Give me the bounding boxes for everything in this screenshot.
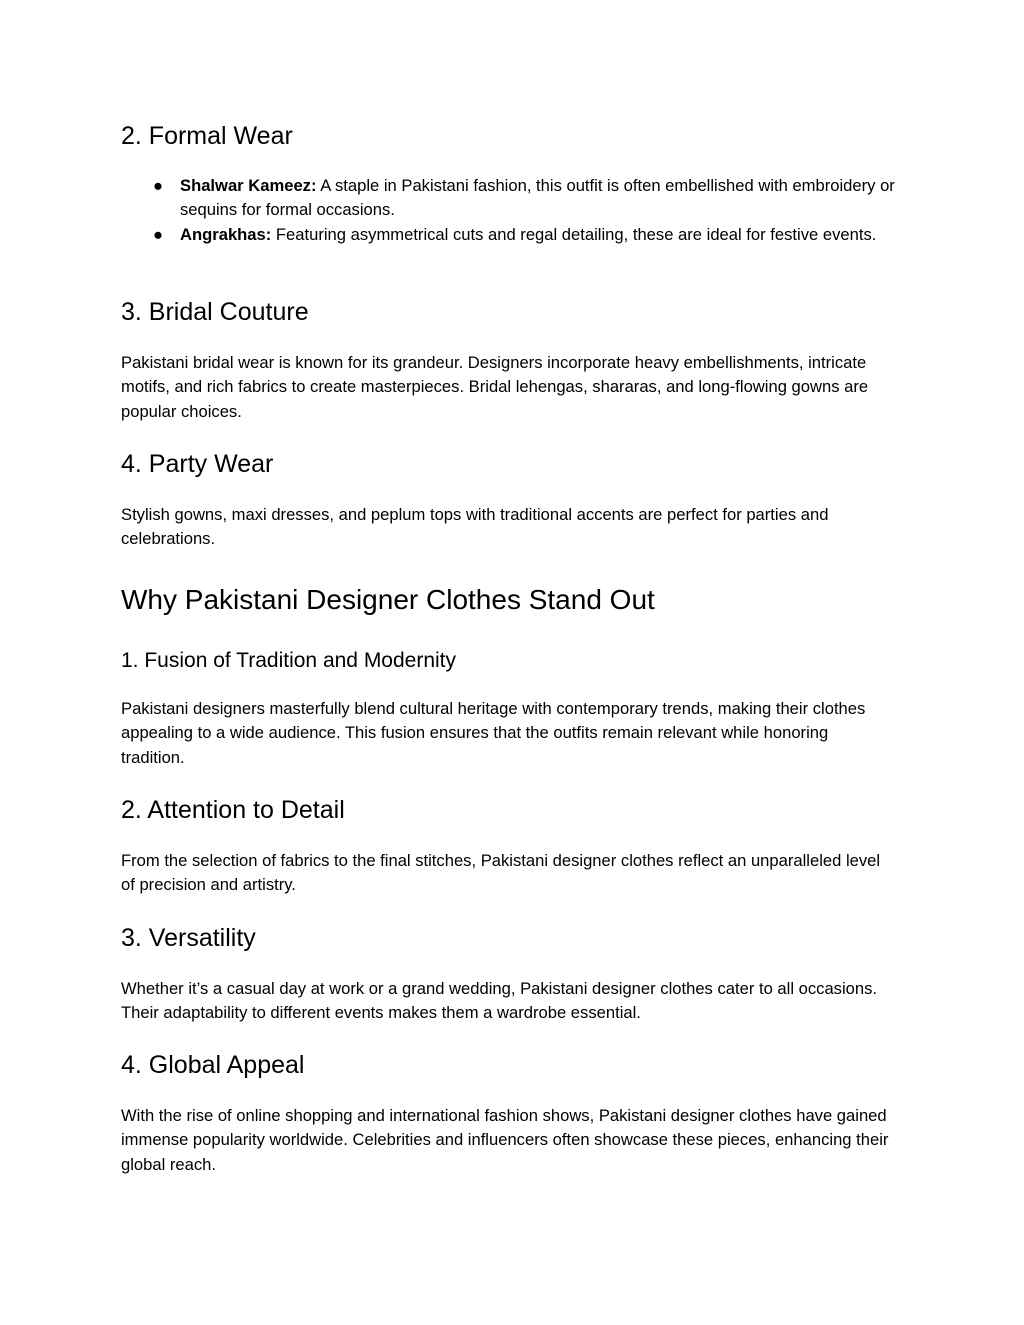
- list-item: [121, 174, 896, 223]
- paragraph-bridal-couture: Pakistani bridal wear is known for its grandeur. Designers incorporate heavy embellishments, intricate motifs, and rich fabrics to create masterpieces. Bridal lehengas, shararas, and long-flowing gowns are popular choices.: [121, 353, 869, 421]
- heading-why-section: Why Pakistani Designer Clothes Stand Out: [121, 584, 655, 615]
- paragraph-fusion: Pakistani designers masterfully blend cultural heritage with contemporary trends, making their clothes appealing to a wide audience. This fusion ensures that the outfits remain relevant while honoring tradition.: [121, 699, 866, 767]
- paragraph-global-appeal: With the rise of online shopping and international fashion shows, Pakistani designer clothes have gained immense popularity worldwide. Celebrities and influencers often showcase these pieces, enhancing their global reach.: [121, 1106, 889, 1174]
- bullet-icon: ●: [153, 224, 164, 244]
- heading-versatility: 3. Versatility: [121, 924, 256, 952]
- heading-fusion: 1. Fusion of Tradition and Modernity: [121, 649, 457, 672]
- heading-global-appeal: 4. Global Appeal: [121, 1051, 305, 1079]
- list-item: [121, 223, 896, 247]
- paragraph-versatility: Whether it’s a casual day at work or a grand wedding, Pakistani designer clothes cater to all occasions. Their adaptability to different events makes them a wardrobe essential.: [121, 979, 878, 1023]
- bullet-icon: ●: [153, 176, 164, 195]
- list-item-text: Featuring asymmetrical cuts and regal detailing, these are ideal for festive events.: [271, 224, 877, 244]
- list-item-term: Angrakhas:: [180, 224, 272, 244]
- list-item-text: A staple in Pakistani fashion, this outfit is often embellished with embroidery or sequins for formal occasions.: [180, 176, 895, 220]
- formal-wear-list: [121, 174, 896, 247]
- paragraph-attention: From the selection of fabrics to the final stitches, Pakistani designer clothes reflect an unparalleled level of precision and artistry.: [121, 851, 881, 895]
- heading-bridal-couture: 3. Bridal Couture: [121, 298, 309, 326]
- list-item-term: Shalwar Kameez:: [180, 176, 317, 195]
- heading-formal-wear: 2. Formal Wear: [121, 122, 293, 150]
- paragraph-party-wear: Stylish gowns, maxi dresses, and peplum tops with traditional accents are perfect for parties and celebrations.: [121, 505, 829, 549]
- heading-party-wear: 4. Party Wear: [121, 450, 274, 478]
- heading-attention: 2. Attention to Detail: [121, 796, 345, 824]
